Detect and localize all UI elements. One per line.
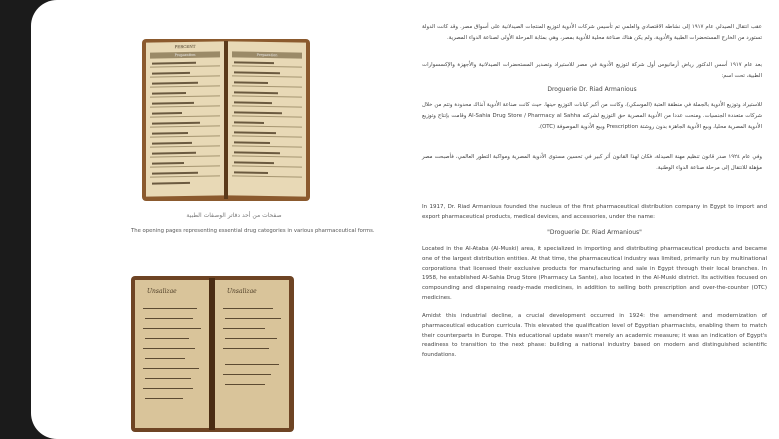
arabic-paragraph-2: بعد عام ١٩١٧ أسس الدكتور رياض أرمانيوس أول شركة لتوزيع الأدوية في مصر للاستيراد وتصدير المستحضرات الصيدلانية والأجهزة والإكسسوارات الطبية، تحت اسم:	[422, 62, 762, 79]
arabic-paragraph-4: وفي عام ١٩٢٤ صدر قانون تنظيم مهنة الصيدلة، فكان لهذا القانون أثر كبير في تحسين مستوى الأدوية المصرية ومواكبة التطور العالمي، فأصبحت مصر مؤهلة للانتقال إلى مرحلة صناعة الدواء الوطنية.	[422, 154, 763, 171]
arabic-section-heading: Droguerie Dr. Riad Armanious	[547, 86, 637, 93]
caption-english: The opening pages representing essential drug categories in various pharmaceutical forms.	[131, 228, 375, 234]
book1-left-page	[146, 41, 224, 196]
arabic-paragraph-3: للاستيراد وتوزيع الأدوية بالجملة في منطقة العتبة (الموسكي)، وكانت من أكبر كيانات التوزيع حينها. حيث كانت صناعة الأدوية آنذاك محدودة وتتم من خلال شركات متعددة الجنسيات. ومنحت عددا من الأدوية المصرية حق التوزيع لشركته Al-Sahia Drug Store / Pharmacy al Sahha وقامت بإنتاج وتوزيع الأدوية المصرية محليا، وبيع الأدوية الجاهزة بدون روشتة Prescription وبيع الأدوية الموصوفة (OTC).	[422, 102, 763, 130]
english-paragraph-3: Amidst this industrial decline, a crucial development occurred in 1924: the amendment and modernization of pharmaceutical education curricula. This elevated the qualification level of Egyptian pharmacists, enabling them to match their counterparts in Europe. This educational update wasn't merely an academic measure; it was an indication of Egypt's readiness to transition to the next phase: building a national industry based on modern and distinguished scientific foundations.	[422, 313, 767, 359]
book1-col-header-left: Preparation	[150, 51, 220, 58]
caption-arabic: صفحات من أحد دفاتر الوصفات الطبية	[186, 212, 282, 219]
book2-left-title: Unsalizae	[147, 288, 177, 295]
english-paragraph-1: In 1917, Dr. Riad Armanious founded the nucleus of the first pharmaceutical distribution company in Egypt to import and export pharmaceutical products, medical devices, and accessories, under the name:	[422, 204, 767, 220]
english-paragraph-2: Located in the Al-Ataba (Al-Muski) area, it specialized in importing and distributing pharmaceutical products and became one of the largest distribution entities. At that time, the pharmaceutical industry was limited, primarily run by multinational corporations that licensed their exclusive products for manufacturing and sale in Egypt through their local branches. In 1958, he established Al-Sahia Drug Store (Pharmacy La Sante), also located in the Al-Muski district. Its activities focused on compounding and dispensing ready-made medicines, in addition to selling both prescription and over-the-counter (OTC) medicines.	[422, 246, 767, 301]
right-column	[412, 0, 779, 439]
prescription-book-photo-1	[142, 39, 310, 201]
book2-right-page	[215, 280, 289, 428]
book1-col-header-right: Preparation	[232, 51, 302, 58]
book1-title: PERCENT	[174, 43, 196, 50]
english-section-heading: "Droguerie Dr. Riad Armanious"	[547, 229, 642, 236]
book1-right-page	[228, 41, 306, 196]
book2-left-page	[135, 280, 209, 428]
prescription-book-photo-2	[131, 276, 294, 432]
arabic-paragraph-1: عقب انتقال الصيدلي عام ١٩١٧ إلى نشاطه الاقتصادي والعلمي تم تأسيس شركات الأدوية لتوزيع المنتجات الصيدلانية على أسواق مصر. وقد كانت الدولة تستورد من الخارج المستحضرات الطبية والأدوية، ولم يكن هناك صناعة محلية للأدوية بمصر، وهي بمثابة المرحلة الأولى لصناعة الدواء المصرية.	[422, 24, 762, 41]
left-column	[31, 0, 383, 439]
book2-right-title: Unsalizae	[227, 288, 257, 295]
document-page	[31, 0, 779, 439]
